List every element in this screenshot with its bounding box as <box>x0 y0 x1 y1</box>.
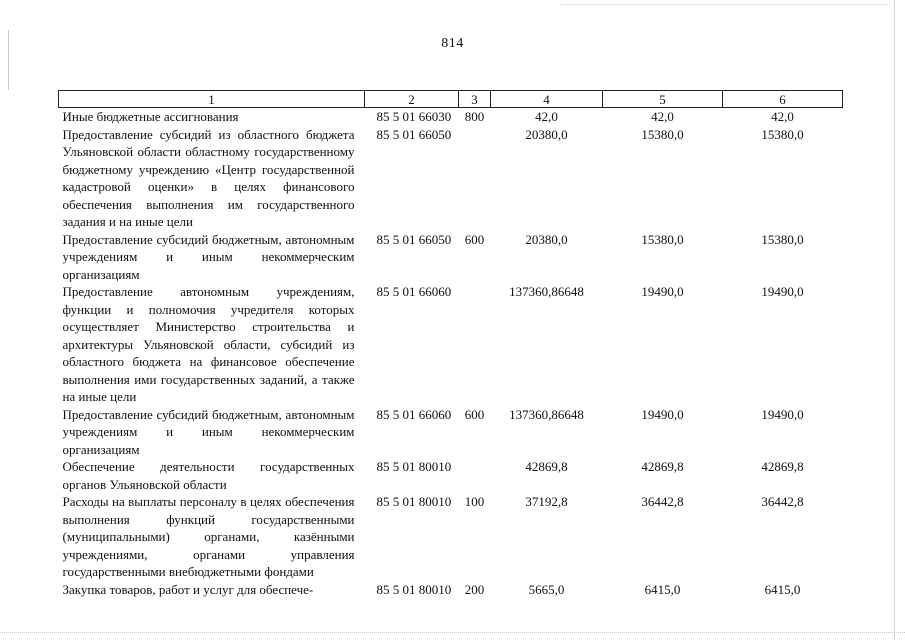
row-code: 85 5 01 66060 <box>376 406 452 422</box>
row-value-col6: 15380,0 <box>761 126 804 142</box>
row-value-col4: 20380,0 <box>525 126 568 142</box>
header-col-1: 1 <box>59 91 365 108</box>
row-name: Иные бюджетные ассигнования <box>62 109 239 124</box>
row-value-col6: 19490,0 <box>761 284 804 299</box>
row-name: Обеспечение деятельности государственных органов Ульяновской области <box>62 459 355 492</box>
row-value-col5: 6415,0 <box>644 581 681 597</box>
row-code: 85 5 01 66050 <box>376 126 452 142</box>
row-value-col5: 15380,0 <box>641 231 684 247</box>
row-expense-type <box>459 283 491 406</box>
row-value-col5: 42869,8 <box>641 459 684 474</box>
row-value-col5: 42,0 <box>651 109 674 124</box>
row-value-col4: 42,0 <box>535 109 558 124</box>
table-row <box>59 108 843 126</box>
row-value-col5: 15380,0 <box>641 126 684 142</box>
row-name: Расходы на выплаты персоналу в целях обеспечения выполнения функций государственными (муниципальными) органами, казёнными учреждениями, органами управления государственными внебюджетными фондами <box>62 494 355 579</box>
row-value-col4: 137360,86648 <box>509 284 584 299</box>
row-expense-type: 200 <box>464 581 485 597</box>
header-col-6: 6 <box>723 91 843 108</box>
budget-table <box>58 90 843 598</box>
row-expense-type <box>459 126 491 231</box>
row-value-col6: 42,0 <box>771 109 794 124</box>
row-value-col4: 137360,86648 <box>509 406 584 422</box>
row-value-col6: 15380,0 <box>761 231 804 247</box>
header-col-2: 2 <box>365 91 459 108</box>
row-value-col5: 19490,0 <box>641 284 684 299</box>
row-value-col5: 19490,0 <box>641 406 684 422</box>
scan-edge-bottom <box>0 632 905 634</box>
row-value-col4: 42869,8 <box>525 459 568 474</box>
table-row <box>59 493 843 581</box>
row-code: 85 5 01 80010 <box>376 494 452 509</box>
row-name: Предоставление субсидий бюджетным, автономным учреждениям и иным некоммерческим организациям <box>62 406 355 457</box>
row-expense-type: 600 <box>464 406 485 422</box>
row-code: 85 5 01 80010 <box>376 581 452 597</box>
table-header <box>59 91 843 108</box>
header-col-4: 4 <box>491 91 603 108</box>
row-code: 85 5 01 66030 <box>376 109 452 124</box>
scan-edge-right <box>894 0 895 640</box>
header-row <box>59 91 843 108</box>
row-name: Предоставление субсидий из областного бюджета Ульяновской области областному государственному бюджетному учреждению «Центр государственной кадастровой оценки» в целях финансового обеспечения выполнения им государственного задания и на иные цели <box>62 126 355 229</box>
header-col-3: 3 <box>459 91 491 108</box>
table-body <box>59 108 843 599</box>
page-number: 814 <box>441 36 464 51</box>
table-row <box>59 126 843 231</box>
row-name: Закупка товаров, работ и услуг для обеспече- <box>62 581 314 597</box>
row-value-col4: 20380,0 <box>525 231 568 247</box>
row-code: 85 5 01 80010 <box>376 459 452 474</box>
row-name: Предоставление автономным учреждениям, функции и полномочия учредителя которых осуществляет Министерство строительства и архитектуры Ульяновской области, субсидий из областного бюджета на финансовое обеспечение выполнения ими государственных заданий, а также на иные цели <box>62 284 355 404</box>
table-row <box>59 406 843 459</box>
row-expense-type <box>459 458 491 493</box>
row-value-col6: 6415,0 <box>764 581 801 597</box>
scan-edge-top <box>560 4 890 6</box>
table-row <box>59 581 843 599</box>
row-value-col4: 37192,8 <box>525 494 568 509</box>
row-value-col6: 19490,0 <box>761 406 804 422</box>
row-value-col5: 36442,8 <box>641 494 684 509</box>
row-expense-type: 800 <box>464 109 485 124</box>
row-name: Предоставление субсидий бюджетным, автономным учреждениям и иным некоммерческим организациям <box>62 231 355 282</box>
header-col-5: 5 <box>603 91 723 108</box>
row-expense-type: 100 <box>464 494 485 509</box>
row-value-col6: 42869,8 <box>761 459 804 474</box>
row-code: 85 5 01 66050 <box>376 231 452 247</box>
table-row <box>59 283 843 406</box>
row-value-col6: 36442,8 <box>761 494 804 509</box>
table-row <box>59 231 843 284</box>
row-value-col4: 5665,0 <box>528 581 565 597</box>
row-code: 85 5 01 66060 <box>376 284 452 299</box>
table-row <box>59 458 843 493</box>
row-expense-type: 600 <box>464 231 485 247</box>
